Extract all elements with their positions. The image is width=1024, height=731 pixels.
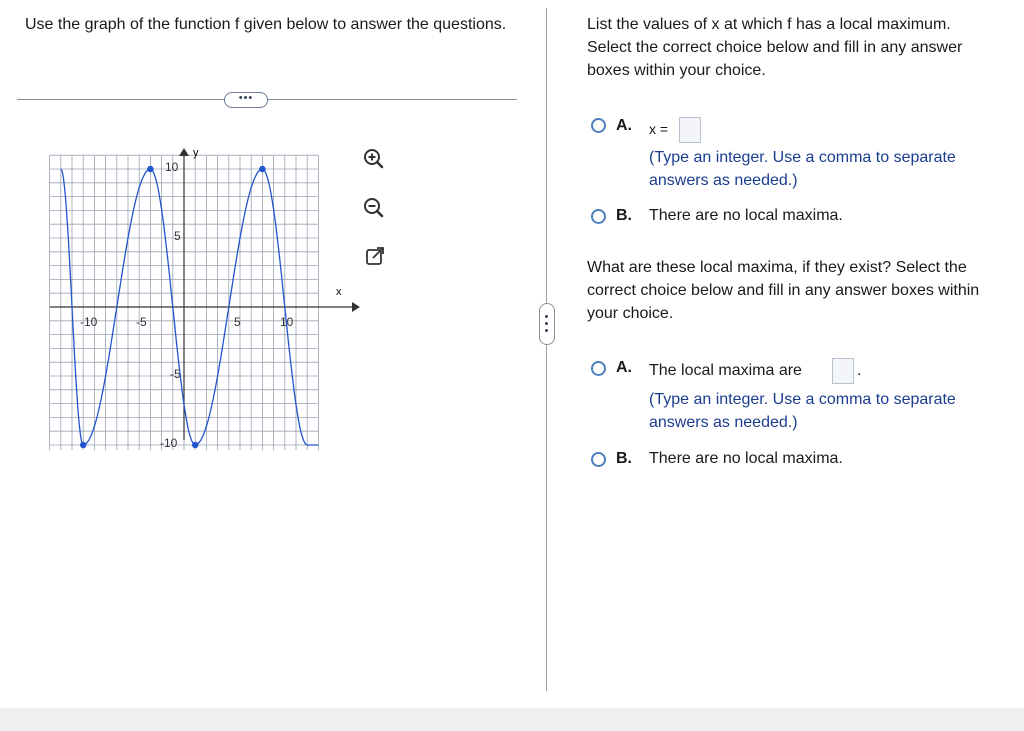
q2-choice-b-radio[interactable] [591,452,606,467]
popout-icon[interactable] [364,245,386,267]
q1-choice-a-letter: A. [616,117,632,134]
x-axis-label: x [336,286,342,298]
zoom-in-icon[interactable] [362,147,384,169]
q2-choice-a-letter: A. [616,359,632,376]
q1-answer-input[interactable] [679,117,701,143]
q2-choice-a-period: . [857,362,862,379]
tick-label-y-neg5: -5 [170,367,181,381]
x-axis-arrow [352,302,360,312]
question-prompt: Use the graph of the function f given below to answer the questions. [25,16,507,33]
q1-choice-b-radio[interactable] [591,209,606,224]
q2-choice-a-hint: (Type an integer. Use a comma to separate answers as needed.) [649,391,956,431]
more-options-button[interactable]: ••• [224,92,268,108]
footer-bar [0,708,1024,731]
question-2-text: What are these local maxima, if they exist? Select the correct choice below and fill in any answer boxes within your choice. [587,259,980,322]
q1-choice-b-text: There are no local maxima. [649,207,843,224]
tick-label-x-10: 10 [280,315,294,329]
function-graph [40,140,360,450]
q1-choice-a-radio[interactable] [591,118,606,133]
q1-choice-b-letter: B. [616,207,632,224]
tick-label-y-5: 5 [174,229,181,243]
tick-label-y-10: 10 [165,160,179,174]
question-1-text: List the values of x at which f has a local maximum. Select the correct choice below and fill in any answer boxes within your choice. [587,16,963,79]
tick-label-y-neg10: -10 [160,436,178,450]
panel-divider [546,8,547,691]
q2-choice-a-radio[interactable] [591,361,606,376]
extremum-point [80,442,86,448]
extremum-point [192,442,198,448]
q1-choice-a-prefix: x = [649,121,669,137]
y-axis-arrow [179,148,189,156]
tick-label-x-neg10: -10 [80,315,98,329]
extremum-point [259,166,265,172]
y-axis-label: y [193,147,199,159]
q2-choice-a-text: The local maxima are [649,362,802,379]
resize-handle[interactable] [539,303,555,345]
tick-label-x-5: 5 [234,315,241,329]
axes [50,148,360,440]
tick-label-x-neg5: -5 [136,315,147,329]
q2-choice-b-letter: B. [616,450,632,467]
q2-answer-input[interactable] [832,358,854,384]
zoom-out-icon[interactable] [362,196,384,218]
q1-choice-a-hint: (Type an integer. Use a comma to separate answers as needed.) [649,149,956,189]
q2-choice-b-text: There are no local maxima. [649,450,843,467]
extremum-point [147,166,153,172]
